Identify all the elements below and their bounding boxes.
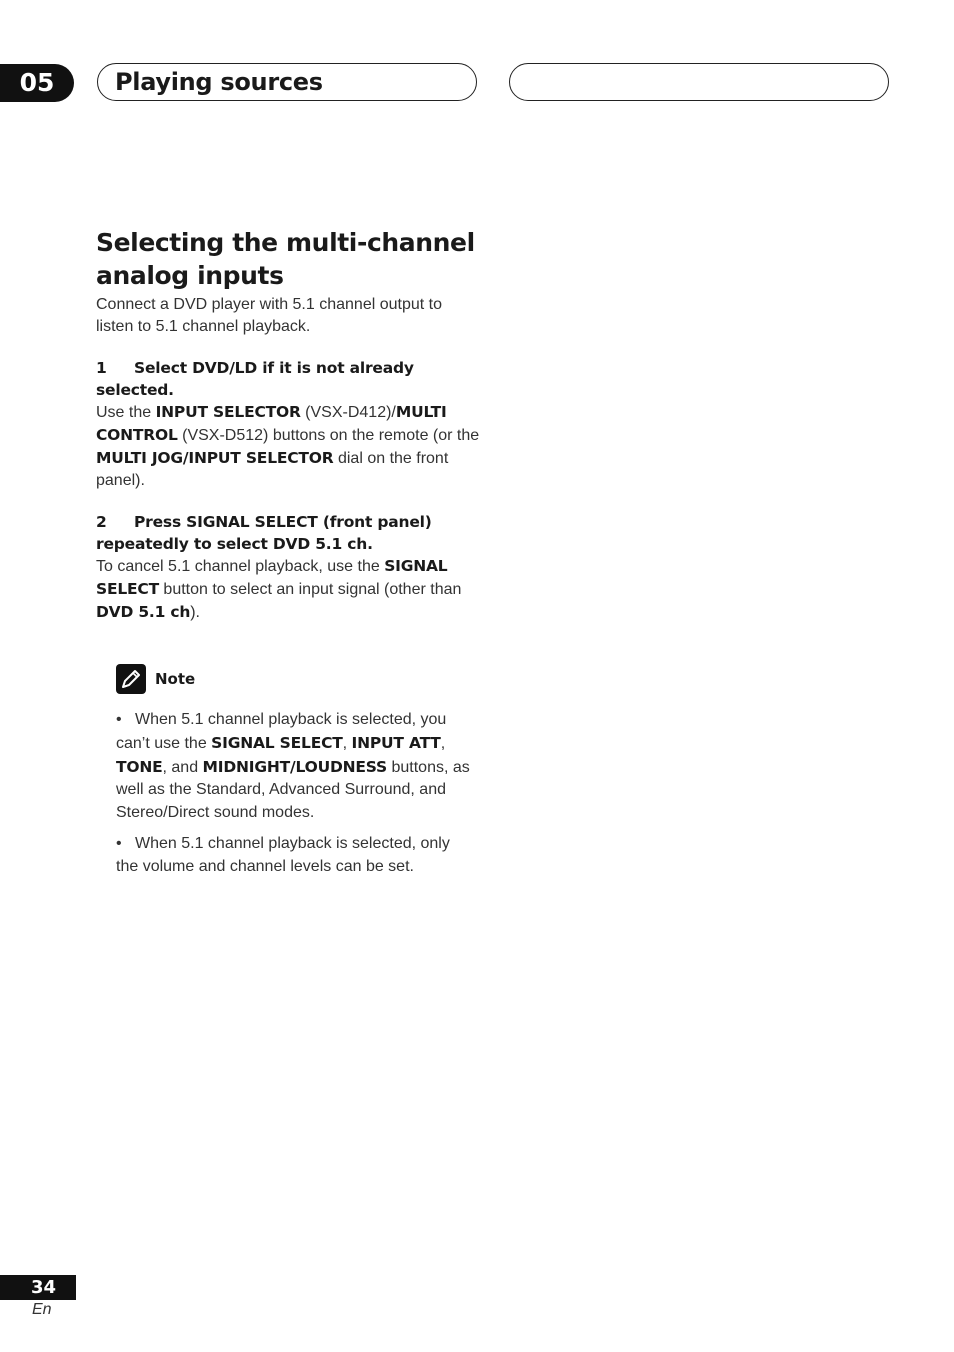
text-run: (VSX-D412)/ [300,404,396,421]
bold-text: MULTI JOG/INPUT SELECTOR [96,449,334,467]
bold-text: DVD 5.1 ch [96,603,191,621]
note-label: Note [155,670,196,688]
bullet: • [116,834,122,852]
section-title: Selecting the multi-channel analog inputs [96,228,475,290]
text-run: When 5.1 channel playback is selected, you can’t use the [116,711,447,752]
pencil-icon [116,664,146,694]
page-number: 34 [31,1277,57,1298]
step-body [96,555,482,624]
bold-text: INPUT ATT [351,733,441,752]
note-block [116,663,476,887]
text-run: Use the [96,404,156,421]
step-heading [96,511,482,555]
step-heading [96,357,482,401]
text-run: When 5.1 channel playback is selected, only the volume and channel levels can be set. [116,834,450,875]
text-run: (VSX-D512) buttons on the remote (or the [177,427,480,444]
text-run: , [342,734,352,752]
bold-text: SIGNAL SELECT [211,733,343,752]
note-header [116,663,476,693]
text-run: button to select an input signal (other than [158,581,462,598]
step-body [96,401,482,492]
bold-text: MULTI CONTROL [96,403,447,444]
text-run: , and [162,758,203,776]
bold-text: TONE [116,757,163,776]
text-run: To cancel 5.1 channel playback, use the [96,558,385,575]
bold-text: MIDNIGHT/LOUDNESS [202,757,388,776]
step-number: 1 [96,359,107,377]
page-number-tab [0,1275,76,1300]
step-number: 2 [96,513,107,531]
bullet: • [116,711,122,728]
note-list [116,709,476,879]
chapter-title-box [97,63,477,101]
chapter-number-tab: 05 [0,64,74,102]
chapter-title: Playing sources [115,68,323,96]
language-code: En [32,1301,52,1318]
text-run: dial on the front panel). [96,450,449,489]
text-run: , [440,734,446,752]
list-item [116,709,476,825]
bold-text: INPUT SELECTOR [155,403,301,421]
main-content [96,226,482,624]
section-intro: Connect a DVD player with 5.1 channel output to listen to 5.1 channel playback. [96,296,442,335]
text-run: ). [190,604,200,621]
step-2 [96,511,482,624]
note-item-text [116,835,450,875]
bold-text: SIGNAL SELECT [96,557,448,598]
header-empty-box [509,63,889,101]
note-item-text [116,711,470,821]
step-1 [96,357,482,492]
step-heading-text: Select DVD/LD if it is not already selected. [96,359,414,399]
step-heading-text: Press SIGNAL SELECT (front panel) repeatedly to select DVD 5.1 ch. [96,513,432,553]
text-run: buttons, as well as the Standard, Advanced Surround, and Stereo/Direct sound modes. [116,758,470,822]
list-item [116,833,476,879]
